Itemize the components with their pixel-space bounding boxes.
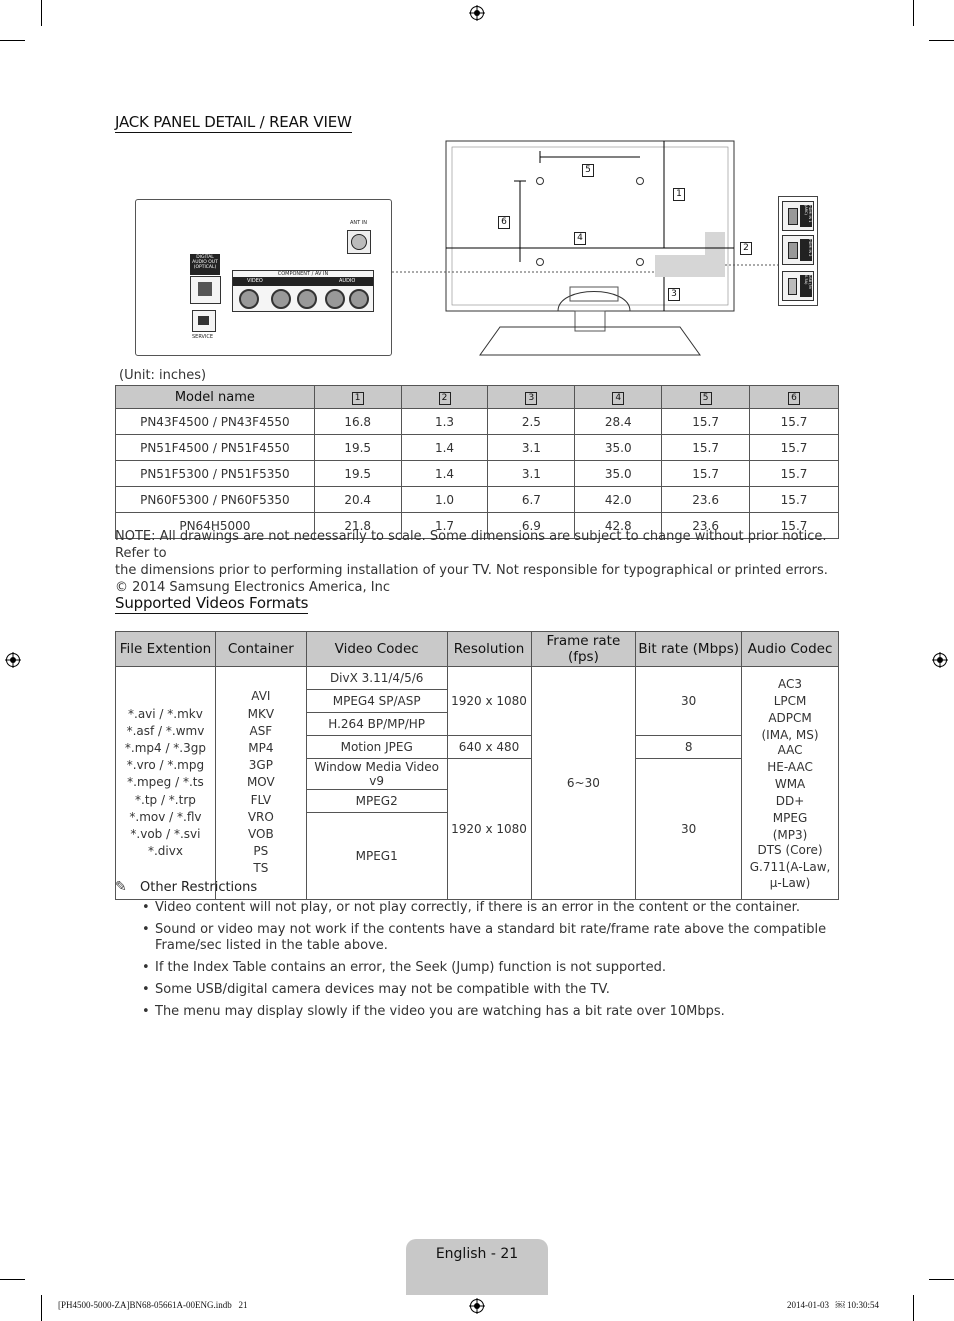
audio-codecs-cell [742, 667, 839, 900]
registration-mark-icon [469, 1298, 485, 1314]
digital-audio-label: DIGITAL AUDIO OUT (OPTICAL) [190, 254, 220, 275]
column-header: Model name [116, 386, 315, 409]
container-item: MOV [246, 775, 275, 790]
column-header: File Extention [116, 632, 216, 667]
audio-codec-item: MPEG [772, 811, 808, 826]
ant-in-jack [347, 230, 371, 254]
note-block [115, 528, 845, 596]
ant-in-label: ANT IN [350, 220, 368, 226]
registration-mark-icon [469, 5, 485, 21]
containers-cell [215, 667, 306, 900]
component-av-panel [232, 270, 374, 312]
note-line: the dimensions prior to performing installation of your TV. Not responsible for typographical or printed errors. [115, 563, 828, 578]
resolution-cell: 640 x 480 [447, 736, 531, 759]
column-header: Video Codec [306, 632, 447, 667]
column-header: Frame rate (fps) [531, 632, 636, 667]
table-row [116, 435, 839, 461]
table-cell: 1.4 [401, 435, 488, 461]
table-cell: 1.0 [401, 487, 488, 513]
column-header: Container [215, 632, 306, 667]
audio-codec-item: AAC [777, 742, 803, 757]
registration-mark-icon [5, 652, 21, 668]
diagram-number: 5 [582, 164, 594, 177]
audio-codec-item: μ-Law) [769, 876, 811, 891]
column-header: 4 [575, 386, 662, 409]
page-label: English - 21 [435, 1246, 519, 1262]
table-cell: 16.8 [314, 409, 401, 435]
table-cell: 3.1 [488, 435, 575, 461]
table-cell: 15.7 [750, 435, 839, 461]
column-header: 5 [662, 386, 750, 409]
table-cell: 19.5 [314, 435, 401, 461]
codec-cell: Motion JPEG [306, 736, 447, 759]
audio-codec-item: (MP3) [772, 827, 808, 842]
column-header: 3 [488, 386, 575, 409]
table-cell: 1.4 [401, 461, 488, 487]
extension-item: *.vob / *.svi [130, 827, 201, 841]
audio-label: AUDIO [339, 278, 356, 284]
container-item: VRO [247, 809, 274, 824]
audio-codec-item: DD+ [775, 794, 805, 809]
table-cell: 19.5 [314, 461, 401, 487]
file-extensions-cell [116, 667, 216, 900]
table-cell: 15.7 [750, 409, 839, 435]
bit-rate-cell: 30 [636, 667, 742, 736]
table-cell: 15.7 [662, 409, 750, 435]
audio-codec-item: (IMA, MS) [761, 727, 819, 742]
crop-mark [0, 40, 25, 41]
table-cell: PN64H5000 [116, 513, 315, 539]
column-header: Bit rate (Mbps) [636, 632, 742, 667]
restrictions-title: Other Restrictions [140, 880, 258, 895]
service-label: SERVICE [192, 334, 214, 340]
codec-cell: H.264 BP/MP/HP [306, 713, 447, 736]
restrictions-list [142, 900, 842, 1026]
table-cell: 35.0 [575, 461, 662, 487]
audio-codec-item: G.711(A-Law, [749, 859, 831, 874]
extension-item: *.vro / *.mpg [126, 758, 205, 773]
tv-rear-view-diagram [380, 135, 840, 365]
optical-jack [190, 276, 221, 304]
container-item: MKV [247, 706, 275, 721]
list-item: • The menu may display slowly if the video you are watching has a bit rate over 10Mbps. [142, 1004, 725, 1019]
table-row [116, 667, 839, 690]
hdmi-port [782, 235, 814, 265]
table-cell: 1.3 [401, 409, 488, 435]
container-item: 3GP [248, 758, 273, 773]
page-label-tab [406, 1239, 548, 1295]
extension-item: *.asf / *.wmv [126, 723, 205, 738]
table-cell: 15.7 [750, 461, 839, 487]
diagram-number: 6 [498, 216, 510, 229]
extension-item: *.tp / *.trp [135, 792, 196, 807]
extension-item: *.mp4 / *.3gp [124, 740, 206, 755]
pencil-icon: ✎ [115, 879, 127, 895]
table-cell: 23.6 [662, 487, 750, 513]
audio-codec-item: WMA [774, 777, 806, 791]
rca-jack [349, 289, 369, 309]
hdmi1-label: HDMI IN 1 (ARC) [800, 205, 812, 227]
table-cell: PN51F4500 / PN51F4550 [116, 435, 315, 461]
crop-mark [929, 1279, 954, 1280]
table-cell: 21.8 [314, 513, 401, 539]
usb-port [782, 271, 814, 301]
rca-jack [297, 289, 317, 309]
bit-rate-cell: 30 [636, 759, 742, 900]
table-cell: 2.5 [488, 409, 575, 435]
audio-codec-item: AC3 [778, 676, 803, 691]
table-cell: 15.7 [750, 513, 839, 539]
codec-cell: MPEG2 [306, 790, 447, 813]
service-jack [192, 310, 216, 332]
table-cell: 15.7 [750, 487, 839, 513]
codec-cell: MPEG1 [306, 813, 447, 900]
table-cell: PN51F5300 / PN51F5350 [116, 461, 315, 487]
container-item: ASF [249, 723, 273, 738]
extension-item: *.divx [147, 844, 183, 859]
rca-jack [239, 289, 259, 309]
diagram-number: 2 [740, 242, 752, 255]
crop-mark [41, 0, 42, 26]
extension-item: *.avi / *.mkv [128, 706, 203, 721]
table-cell: 1.7 [401, 513, 488, 539]
frame-rate-cell: 6~30 [531, 667, 636, 900]
video-formats-table [115, 631, 839, 900]
table-row [116, 461, 839, 487]
audio-codec-item: ADPCM [768, 711, 812, 726]
column-header: 6 [750, 386, 839, 409]
note-line: NOTE: All drawings are not necessarily to scale. Some dimensions are subject to change without prior notice. Refer to [115, 529, 827, 561]
table-cell: 42.0 [575, 487, 662, 513]
column-header: Audio Codec [742, 632, 839, 667]
diagram-number: 1 [673, 188, 685, 201]
table-cell: PN60F5300 / PN60F5350 [116, 487, 315, 513]
table-cell: PN43F4500 / PN43F4550 [116, 409, 315, 435]
list-item: • Sound or video may not work if the contents have a standard bit rate/frame rate above the compatible Frame/sec listed in the table above. [142, 922, 827, 953]
hdmi-port [782, 201, 814, 231]
hdmi2-label: HDMI IN 2 [800, 239, 812, 261]
table-cell: 3.1 [488, 461, 575, 487]
unit-label: (Unit: inches) [119, 368, 207, 383]
list-item: • If the Index Table contains an error, the Seek (Jump) function is not supported. [142, 960, 667, 975]
list-item: • Video content will not play, or not play correctly, if there is an error in the content or the container. [142, 900, 800, 915]
audio-codec-item: LPCM [773, 694, 807, 709]
dimensions-table [115, 385, 839, 539]
container-item: PS [253, 844, 269, 859]
crop-mark [913, 1295, 914, 1321]
codec-cell: DivX 3.11/4/5/6 [306, 667, 447, 690]
footer-file-name: [PH4500-5000-ZA]BN68-05661A-00ENG.indb 21 [58, 1300, 248, 1310]
bit-rate-cell: 8 [636, 736, 742, 759]
crop-mark [0, 1279, 25, 1280]
resolution-cell: 1920 x 1080 [447, 759, 531, 900]
column-header: Resolution [447, 632, 531, 667]
table-cell: 20.4 [314, 487, 401, 513]
usb-label: USB (5V 0.5A) [800, 275, 812, 297]
table-cell: 28.4 [575, 409, 662, 435]
registration-mark-icon [932, 652, 948, 668]
component-label: COMPONENT / AV IN [277, 271, 329, 277]
extension-item: *.mov / *.flv [129, 809, 202, 824]
container-item: TS [253, 861, 269, 876]
section-title-jack-panel: JACK PANEL DETAIL / REAR VIEW [115, 113, 352, 131]
table-cell: 35.0 [575, 435, 662, 461]
container-item: MP4 [248, 740, 274, 755]
footer-timestamp: 2014-01-03 ￼ 10:30:54 [787, 1300, 879, 1310]
rca-jack [271, 289, 291, 309]
crop-mark [41, 1295, 42, 1321]
table-cell: 15.7 [662, 435, 750, 461]
column-header: 1 [314, 386, 401, 409]
resolution-cell: 1920 x 1080 [447, 667, 531, 736]
table-row [116, 409, 839, 435]
jack-panel [135, 199, 392, 356]
codec-cell: MPEG4 SP/ASP [306, 690, 447, 713]
crop-mark [913, 0, 914, 26]
list-item: • Some USB/digital camera devices may not be compatible with the TV. [142, 982, 610, 997]
table-header-row [116, 632, 839, 667]
container-item: AVI [251, 689, 271, 704]
section-title-video-formats: Supported Videos Formats [115, 594, 309, 612]
extension-item: *.mpeg / *.ts [127, 775, 204, 790]
side-port-panel [778, 196, 818, 306]
table-cell: 42.8 [575, 513, 662, 539]
diagram-number: 3 [668, 288, 680, 301]
table-cell: 15.7 [662, 461, 750, 487]
audio-codec-item: DTS (Core) [757, 842, 823, 857]
table-cell: 6.7 [488, 487, 575, 513]
video-label: VIDEO [247, 278, 263, 284]
note-line: © 2014 Samsung Electronics America, Inc [115, 580, 390, 595]
audio-codec-item: HE-AAC [767, 759, 813, 774]
container-item: FLV [250, 792, 272, 807]
table-header-row [116, 386, 839, 409]
table-cell: 23.6 [662, 513, 750, 539]
diagram-number: 4 [574, 232, 586, 245]
column-header: 2 [401, 386, 488, 409]
table-row [116, 487, 839, 513]
container-item: VOB [248, 827, 274, 841]
codec-cell: Window Media Video v9 [306, 759, 447, 790]
rca-jack [325, 289, 345, 309]
table-cell: 6.9 [488, 513, 575, 539]
crop-mark [929, 40, 954, 41]
